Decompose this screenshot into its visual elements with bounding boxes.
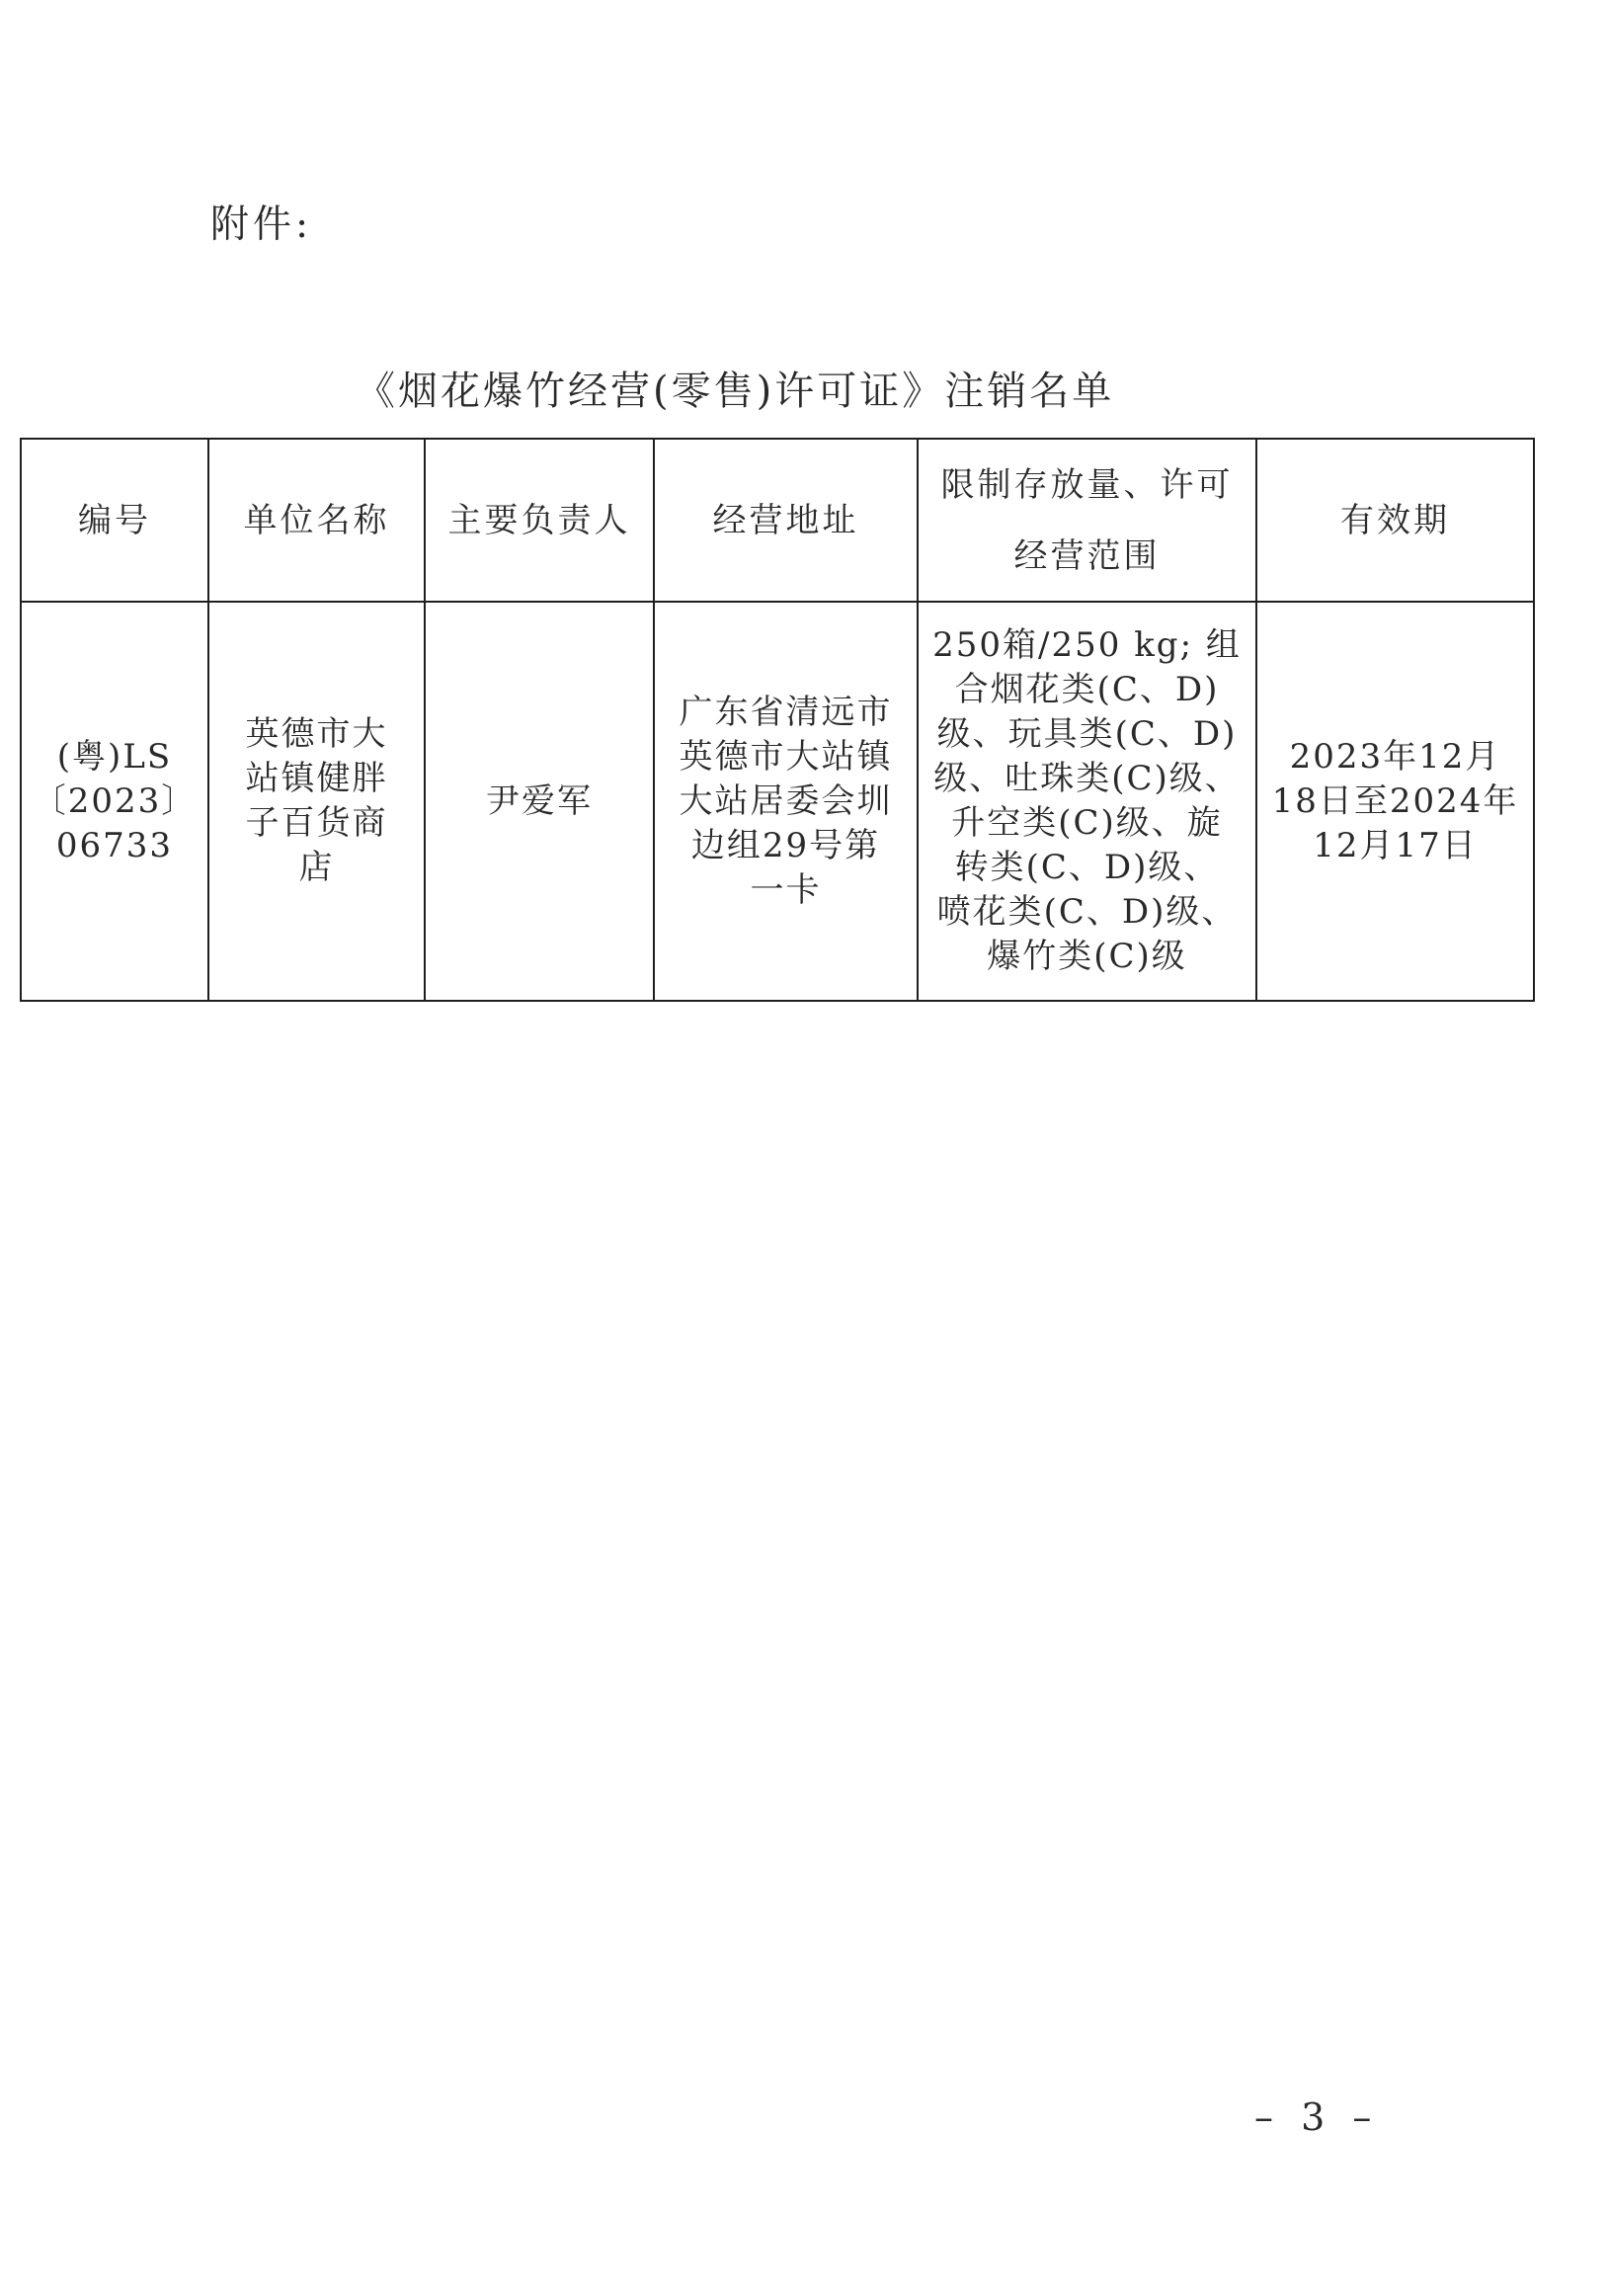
cell-text: 合烟花类(C、D) xyxy=(954,670,1220,709)
cell-serial-number xyxy=(21,602,208,1001)
cell-text: 广东省清远市 xyxy=(679,692,893,732)
cancellation-table xyxy=(20,438,1535,1002)
cell-unit-name xyxy=(208,602,425,1001)
cell-text: 级、吐珠类(C)级、 xyxy=(933,759,1241,798)
header-serial-number xyxy=(21,439,208,602)
cell-text: 尹爱军 xyxy=(486,780,593,821)
header-text: 限制存放量、许可 xyxy=(940,464,1234,505)
cell-storage-scope xyxy=(918,602,1256,1001)
cell-text: 2023年12月 xyxy=(1289,736,1501,777)
cell-validity-period xyxy=(1256,602,1534,1001)
cell-text: 英德市大 xyxy=(245,714,388,754)
header-text: 经营范围 xyxy=(1013,535,1161,576)
table-header xyxy=(21,439,1534,602)
cell-text: 爆竹类(C)级 xyxy=(987,937,1187,976)
cell-text: 18日至2024年 xyxy=(1271,780,1519,821)
cell-text: 大站居委会圳 xyxy=(679,780,893,821)
cell-text: 〔2023〕 xyxy=(32,780,198,821)
header-unit-name xyxy=(208,439,425,602)
cell-business-address xyxy=(654,602,918,1001)
cell-text: 转类(C、D)级、 xyxy=(954,848,1220,887)
header-responsible-person xyxy=(425,439,654,602)
cell-text: 12月17日 xyxy=(1313,825,1478,865)
table-body xyxy=(21,602,1534,1001)
header-text: 编号 xyxy=(78,500,151,540)
attachment-label: 附件: xyxy=(210,203,313,247)
cell-text: 级、玩具类(C、D) xyxy=(936,714,1238,754)
cell-responsible-person xyxy=(425,602,654,1001)
cell-text: 店 xyxy=(298,848,335,887)
cell-text: 06733 xyxy=(55,825,174,865)
document-title: 《烟花爆竹经营(零售)许可证》注销名单 xyxy=(356,369,1115,414)
cell-text: 一卡 xyxy=(750,869,822,910)
cell-text: 250箱/250 kg; 组 xyxy=(932,625,1242,665)
header-business-address xyxy=(654,439,918,602)
cell-text: 升空类(C)级、旋 xyxy=(951,803,1223,843)
header-row xyxy=(21,439,1534,602)
page-number: – 3 – xyxy=(1254,2095,1380,2139)
cell-text: 站镇健胖 xyxy=(245,759,388,798)
cell-text: 英德市大站镇 xyxy=(679,736,893,777)
header-validity-period xyxy=(1256,439,1534,602)
table-row xyxy=(21,602,1534,1001)
cell-text: 喷花类(C、D)级、 xyxy=(936,892,1238,932)
cell-text: (粤)LS xyxy=(56,736,173,777)
header-text: 有效期 xyxy=(1340,500,1450,540)
header-text: 经营地址 xyxy=(712,500,859,540)
cell-text: 子百货商 xyxy=(245,803,388,843)
header-text: 单位名称 xyxy=(243,500,390,540)
cell-text: 边组29号第 xyxy=(690,825,881,865)
header-text: 主要负责人 xyxy=(447,500,631,540)
header-storage-scope xyxy=(918,439,1256,602)
